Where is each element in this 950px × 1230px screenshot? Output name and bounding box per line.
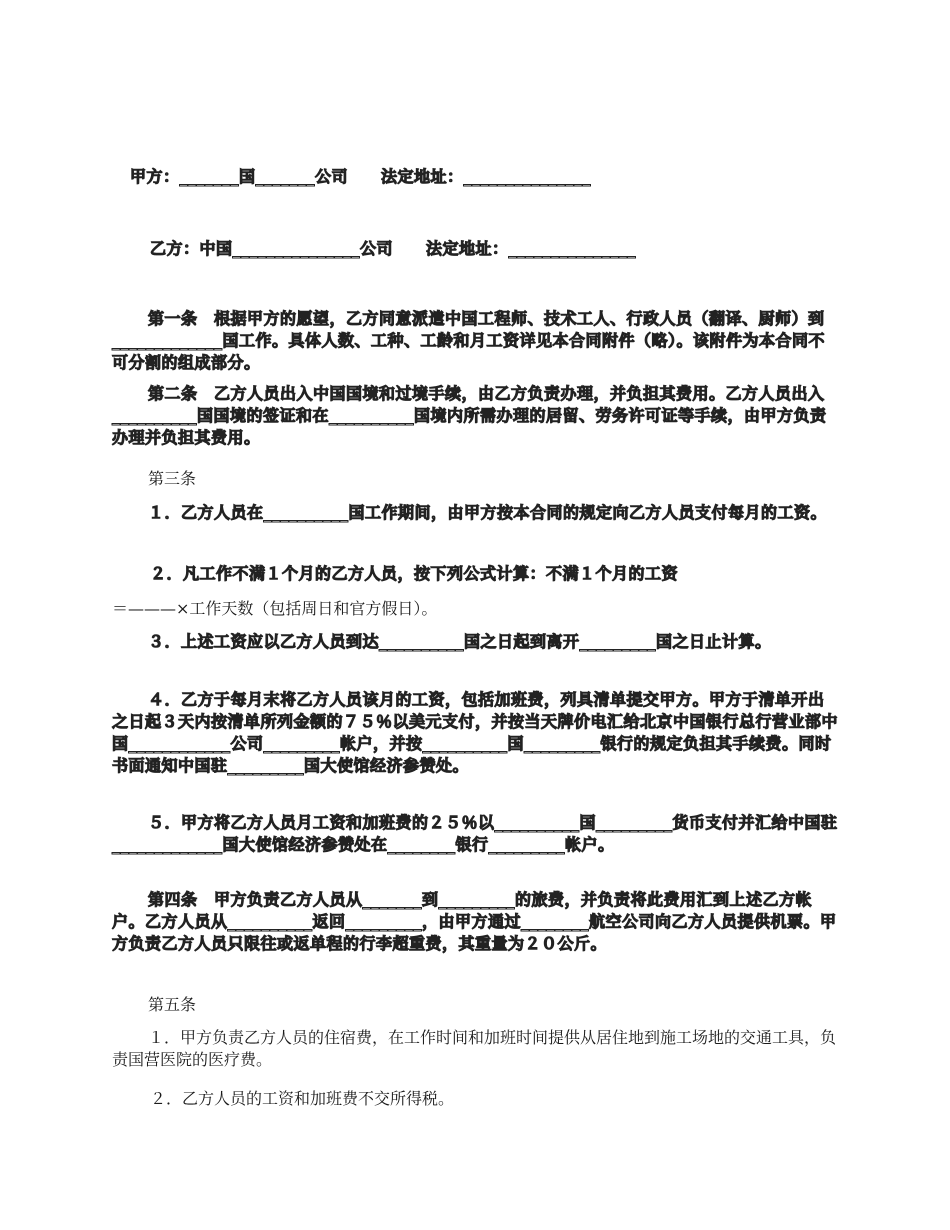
article-3-item-5-text: ５．甲方将乙方人员月工资和加班费的２５％以__________国_________货币支付并汇给中国驻_____________国大使馆经济参赞处在________银行_________帐户。 [112, 813, 838, 854]
article-3-item-3-text: ３．上述工资应以乙方人员到达__________国之日起到离开_________国之日止计算。 [148, 632, 772, 651]
article-2 [112, 383, 840, 449]
article-3-item-3 [112, 631, 840, 653]
article-1-text: 第一条 根据甲方的愿望，乙方同意派遣中国工程师、技术工人、行政人员（翻译、厨师）到_____________国工作。具体人数、工种、工龄和月工资详见本合同附件（略）。该附件为本合同不可分割的组成部分。 [112, 309, 826, 372]
article-3-item-2-line1: ２．凡工作不满１个月的乙方人员，按下列公式计算：不满１个月的工资 [150, 564, 679, 583]
article-1 [112, 308, 840, 374]
article-4-text: 第四条 甲方负责乙方人员从_______到_________的旅费，并负责将此费用汇到上述乙方帐户。乙方人员从__________返回_________，由甲方通过________航空公司向乙方人员提供机票。甲方负责乙方人员只限往或返单程的行李超重费，其重量为２０公斤。 [112, 890, 837, 953]
party-b-line: 乙方：中国_______________公司 法定地址：_______________ [150, 239, 637, 258]
article-5-item-2: ２．乙方人员的工资和加班费不交所得税。 [150, 1089, 455, 1108]
article-3-item-4-text: ４．乙方于每月末将乙方人员该月的工资，包括加班费，列具清单提交甲方。甲方于清单开出之日起３天内按清单所列金额的７５％以美元支付，并按当天牌价电汇给北京中国银行总行营业部中国____________公司_________帐户，并按__________国_________银行的规定负担其手续费。同时书面通知中国驻_________国大使馆经济参赞处。 [112, 690, 839, 775]
article-3-title: 第三条 [148, 469, 197, 488]
article-3-item-1-text: １．乙方人员在__________国工作期间，由甲方按本合同的规定向乙方人员支付每月的工资。 [148, 503, 828, 522]
article-4 [112, 889, 840, 955]
article-3-item-2-line2: ＝———×工作天数（包括周日和官方假日）。 [112, 599, 438, 618]
article-5-item-1 [112, 1027, 840, 1071]
article-3-item-1 [112, 502, 840, 524]
article-5-item-1-text: １．甲方负责乙方人员的住宿费，在工作时间和加班时间提供从居住地到施工场地的交通工具，负责国营医院的医疗费。 [112, 1028, 837, 1069]
article-3-item-4 [112, 689, 840, 777]
article-3-item-5 [112, 812, 840, 856]
article-5-title: 第五条 [148, 995, 197, 1014]
party-a-line: 甲方：_______国_______公司 法定地址：_______________ [130, 167, 592, 186]
article-2-text: 第二条 乙方人员出入中国国境和过境手续，由乙方负责办理，并负担其费用。乙方人员出入__________国国境的签证和在__________国境内所需办理的居留、劳务许可证等手续，由甲方负责办理并负担其费用。 [112, 384, 827, 447]
